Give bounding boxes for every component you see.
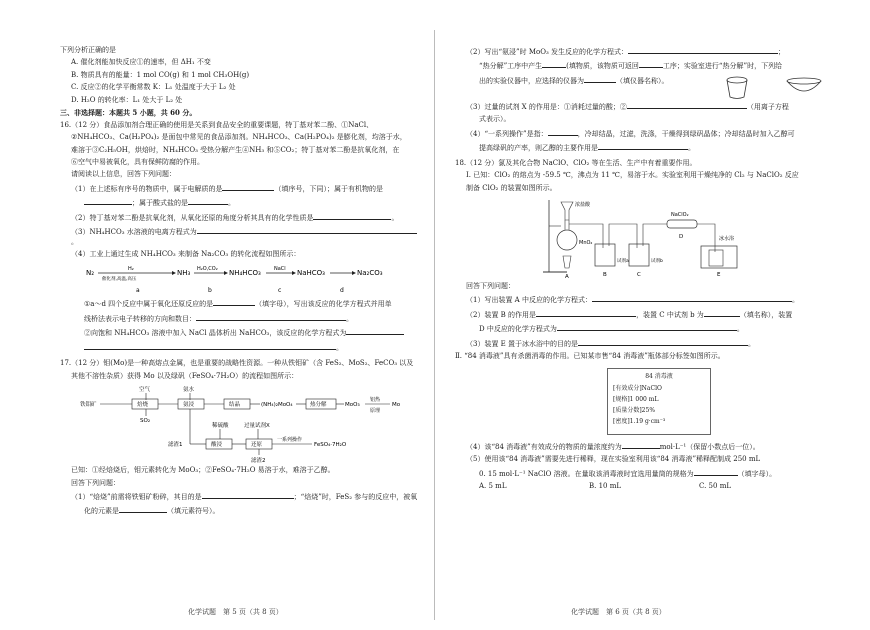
q17-sub2-b: ；: [778, 48, 785, 56]
q16-sub1: [60, 183, 419, 194]
flow-crystal: 结晶: [229, 402, 241, 409]
flow-cond-a-top: H₂: [128, 266, 134, 273]
choice-c: C. 50 mL: [699, 482, 731, 491]
answer-blank[interactable]: [536, 309, 636, 317]
q18-stem: 18.（12 分）氯及其化合物 NaClO、ClO₂ 等在生活、生产中有着重要作用。: [455, 158, 697, 167]
option-c: C. 反应②的化学平衡常数 K：L₁ 处温度于大于 L₂ 处: [71, 83, 236, 92]
flow-roast: 焙烧: [137, 402, 149, 409]
q16-sub2-text: （2）特丁基对苯二酚是抗氧化剂，从氧化还原的角度分析其具有的化学性质是: [71, 213, 314, 222]
label-mno2: MnO₂: [579, 239, 593, 246]
q17-known: 已知：①经焙烧后，钼元素转化为 MoO₃；②FeSO₄·7H₂O 易溶于水，难溶于乙醇。: [71, 466, 335, 475]
q17-sub3-line2: 式表示）。: [479, 115, 511, 124]
q18-choices: [455, 482, 834, 491]
q17-sub1-line2: [60, 505, 419, 516]
flow-ore: 铁钼矿: [80, 402, 97, 409]
evaporating-dish-icon: [784, 75, 824, 97]
flow-cond-b-top: H₂O,CO₂: [197, 266, 218, 273]
answer-blank[interactable]: [704, 309, 740, 317]
q18-sub5-line2: [455, 468, 834, 479]
q16-flow-diagram: [84, 262, 424, 296]
q17-sub1-d: （填元素符号）。: [167, 507, 220, 516]
choice-b: B. 10 mL: [589, 482, 622, 491]
q17-sub3: [455, 101, 834, 112]
q16-sub1-d: 。: [228, 199, 235, 208]
answer-blank[interactable]: [628, 46, 778, 54]
q17-sub4: [455, 128, 834, 139]
label-conc-hcl: 浓盐酸: [575, 201, 591, 208]
q17-sub1-a: （1）“焙烧”前需将铁钼矿粉碎，其目的是: [71, 492, 202, 501]
option-a: A. 催化剂能加快反应①的速率，但 ΔH₁ 不变: [71, 58, 211, 67]
q17-sub2c-b: （填仪器名称）。: [616, 76, 669, 85]
answer-blank[interactable]: [188, 197, 228, 205]
flow-label-a: a: [136, 287, 140, 295]
flow-label-b: b: [208, 287, 212, 295]
q18-part1-1: Ⅰ. 已知：ClO₂ 的熔点为 -59.5 ℃，沸点为 11 ℃，易溶于水。实验室利用干燥纯净的 Cl₂ 与 NaClO₂ 反应: [466, 171, 799, 180]
q16-sub4-1: [60, 298, 419, 309]
q18-sub2b-text: D 中反应的化学方程式为: [479, 325, 557, 334]
flow-thermal: 热分解: [310, 402, 327, 409]
q17-sub2-line3: [455, 75, 722, 86]
flow-principle: 原理: [370, 408, 381, 415]
flow-cond-a-bottom: 催化剂,高温,高压: [102, 277, 137, 283]
q16-sub1-c: ；属于酸式盐的是: [132, 199, 188, 208]
flow-node-na2co3: Na₂CO₃: [357, 269, 383, 278]
q18-sub1-text: （1）写出装置 A 中反应的化学方程式：: [466, 296, 592, 305]
crucible-icon: [722, 75, 752, 101]
answer-blank[interactable]: [84, 342, 336, 350]
bleach-label-row: [质量分数]25%: [613, 406, 656, 414]
q17-sub4-b: ，冷却结晶，过滤，洗涤，干燥得到绿矾晶体；冷却结晶时加入乙醇可: [577, 129, 795, 138]
q17-sub1: [60, 491, 419, 502]
answer-blank[interactable]: [222, 183, 274, 191]
q18-sub5b-a: 0. 15 mol·L⁻¹ NaClO 溶液。在量取该消毒液时宜选用量筒的规格为: [479, 469, 694, 478]
page-6: [435, 0, 870, 630]
bleach-label-row: [有效成分]NaClO: [613, 384, 662, 392]
page-6-content: [455, 46, 834, 495]
label-reagent-b: 试剂b: [651, 258, 663, 264]
flow-ammonia-leach: 氨浸: [183, 402, 195, 409]
label-a: A: [565, 273, 569, 278]
answer-blank[interactable]: [627, 101, 747, 109]
q17-sub2c-a: 出的实验仪器中，应选择的仪器为: [479, 76, 584, 85]
bleach-label: [607, 368, 711, 435]
q18-sub3-text: （3）装置 E 置于冰水浴中的目的是: [466, 339, 579, 348]
q16-sub1-line2: [60, 197, 419, 208]
label-ice-bath: 冰水浴: [719, 235, 735, 242]
flow-node-nh3: NH₃: [177, 269, 191, 278]
q18-apparatus-diagram: [543, 196, 743, 278]
bleach-label-row: [规格]1 000 mL: [613, 395, 659, 403]
bleach-label-row: [密度]1.19 g·cm⁻³: [613, 417, 666, 425]
flow-ammonia: 氨水: [183, 387, 195, 394]
q18-sub2-line2: D 中反应的化学方程式为 。: [479, 325, 744, 334]
flow-node-n2: N₂: [86, 269, 95, 278]
answer-blank[interactable]: [622, 441, 660, 449]
q18-sub1: （1）写出装置 A 中反应的化学方程式： 。: [466, 296, 799, 305]
q16-sub2: （2）特丁基对苯二酚是抗氧化剂，从氧化还原的角度分析其具有的化学性质是 。: [71, 213, 399, 222]
flow-so2: SO₂: [140, 418, 151, 425]
q17-stem-2: 其他不溶性杂质）获得 Mo 以及绿矾（FeSO₄·7H₂O）的流程如图所示：: [71, 371, 299, 380]
label-b: B: [603, 271, 607, 278]
flow-label-d: d: [340, 287, 344, 295]
q17-sub2-a: （2）写出“氨浸”时 MoO₃ 发生反应的化学方程式：: [466, 48, 628, 56]
answer-blank[interactable]: [119, 505, 167, 513]
section-heading: 三、非选择题：本题共 5 小题，共 60 分。: [60, 108, 197, 118]
q18-sub2-a: （2）装置 B 的作用是: [466, 310, 537, 319]
answer-blank[interactable]: [584, 75, 616, 83]
q17-sub2b-b: (填物质，该物质可返回: [566, 62, 639, 71]
q17-prompt: 回答下列问题：: [71, 478, 120, 487]
flow-dilute-acid: 稀硫酸: [212, 423, 229, 430]
q16-stem-1: 16.（12 分）食品添加剂合理正确的使用是关系到食品安全的重要课题，特丁基对苯二酚、①NaCl、: [60, 120, 374, 129]
answer-blank[interactable]: [548, 128, 578, 136]
answer-blank[interactable]: [578, 338, 748, 346]
q18-part1-2: 制备 ClO₂ 的装置如图所示。: [466, 183, 557, 192]
flow-air: 空气: [139, 387, 151, 394]
flow-al-reduce: 铝热: [370, 397, 381, 404]
q16-sub4: （4）工业上通过生成 NH₄HCO₃ 来制备 Na₂CO₃ 的转化流程如图所示：: [71, 250, 301, 258]
answer-blank[interactable]: [694, 468, 738, 476]
q16-sub3: （3）NH₄HCO₃ 水溶液的电离方程式为。: [60, 226, 419, 247]
q16-sub4-1-a: ①a～d 四个反应中属于氧化还原反应的是: [84, 300, 214, 309]
q18-sub4: [455, 441, 834, 452]
page-5-footer: 化学试题 第 5 页（共 8 页）: [188, 608, 283, 616]
option-b: B. 物质具有的能量：1 mol CO(g) 和 1 mol CH₃OH(g): [71, 70, 250, 79]
q17-stem-1: 17.（12 分）钼(Mo)是一种高熔点金属，也是重要的战略性资源。一种从铁钼矿（含 FeS₂、MoS₂、FeCO₃ 以及: [60, 359, 414, 368]
flow-label-c: c: [278, 287, 282, 295]
q17-sub1-c: 化的元素是: [84, 507, 119, 516]
flow-moo3: MoO₃: [345, 402, 360, 409]
q16-sub3-text: （3）NH₄HCO₃ 水溶液的电离方程式为: [71, 228, 197, 237]
answer-blank[interactable]: [598, 142, 688, 150]
label-c: C: [637, 271, 641, 278]
q18-sub4-b: mol·L⁻¹（保留小数点后一位）。: [659, 443, 760, 452]
q17-sub2b-a: “热分解”工序中产生: [479, 62, 543, 71]
q18-sub2-b: ，装置 C 中试剂 b 为: [636, 310, 704, 319]
answer-blank[interactable]: [346, 327, 404, 335]
question-intro: 下列分析正确的是: [60, 46, 116, 54]
q17-sub2: [455, 46, 834, 57]
flow-node-nahco3: NaHCO₃: [297, 269, 325, 278]
q16-sub1-a: （1）在上述标有序号的物质中，属于电解质的是: [71, 184, 223, 193]
option-d: D. H₂O 的转化率：L₁ 处大于 L₂ 处: [71, 95, 183, 104]
flow-mo: Mo: [392, 402, 401, 409]
q18-sub2-c: （填名称），装置: [739, 310, 793, 319]
q16-sub4-2: [60, 327, 419, 338]
q18-sub5: （5）使用该“84 消毒液”需要先进行稀释，现在实验室利用该“84 消毒液”稀释配制成 250 mL: [466, 455, 761, 464]
q18-prompt: 回答下列问题：: [466, 281, 515, 290]
label-d: D: [679, 233, 684, 240]
q16-stem-3: 难溶于③C₂H₅OH，烘焙时，NH₄HCO₃ 受热分解产生④NH₃ 和⑤CO₂；特丁基对苯二酚是抗氧化剂，在: [71, 145, 400, 154]
page-5-content: [60, 46, 419, 520]
page-6-footer: 化学试题 第 6 页（共 8 页）: [571, 608, 666, 616]
answer-blank[interactable]: [592, 294, 792, 302]
q16-prompt: 请阅读以上信息，回答下列问题：: [71, 170, 176, 179]
flow-reduce: 还原: [251, 442, 263, 449]
label-e: E: [717, 271, 721, 278]
q16-sub4-2-line2: 。: [60, 342, 419, 353]
q17-sub2b-c: 工序；实验室进行“热分解”时，下列给: [662, 62, 783, 71]
q16-stem-2: ②NH₄HCO₃、Ca(H₂PO₄)₂ 是面包中常见的食品添加剂。NH₄HCO₃、Ca(H₂PO₄)₂ 是膨化剂，均溶于水，: [71, 133, 407, 142]
bleach-label-title: 84 消毒液: [645, 372, 673, 380]
answer-blank[interactable]: [196, 313, 346, 321]
flow-green-vitriol: FeSO₄·7H₂O: [314, 442, 347, 449]
answer-blank[interactable]: [197, 226, 417, 234]
answer-blank[interactable]: [639, 60, 663, 68]
flow-node-nh4hco3: NH₄HCO₃: [229, 269, 261, 278]
q16-stem-4: ⑥空气中易被氧化，具有保鲜防腐的作用。: [71, 157, 204, 166]
label-reagent-a: 试剂a: [617, 258, 629, 264]
q17-flow-diagram: [80, 384, 410, 464]
flow-residue2: 滤渣2: [251, 458, 266, 465]
label-naclo2: NaClO₂: [671, 211, 689, 218]
flow-ammonium-molybdate: (NH₄)₂MoO₄: [261, 402, 293, 409]
q16-sub4-1-b: （填字母），写出该反应的化学方程式并用单: [255, 300, 392, 309]
q18-sub2: [455, 309, 834, 320]
q17-sub4b-text: 提高绿矾的产率，则乙醇的主要作用是: [479, 144, 598, 153]
q17-sub4-a: （4）“一系列操作”是指：: [466, 129, 548, 138]
flow-acid-leach: 酸浸: [211, 442, 223, 449]
q18-sub3: （3）装置 E 置于冰水浴中的目的是 。: [466, 339, 756, 348]
answer-blank[interactable]: [202, 491, 294, 499]
q17-sub3-b: （用离子方程: [746, 102, 789, 111]
q18-part2: Ⅱ. “84 消毒液”具有杀菌消毒的作用。已知某市售“84 消毒液”瓶体部分标签如图所示。: [455, 352, 725, 361]
q17-sub4-line2: 提高绿矾的产率，则乙醇的主要作用是 。: [479, 144, 695, 153]
answer-blank[interactable]: [84, 197, 132, 205]
answer-blank[interactable]: [313, 212, 391, 220]
q16-sub4-2-text: ②向饱和 NH₄HCO₃ 溶液中加入 NaCl 晶体析出 NaHCO₃，该反应的化学方程式为: [84, 329, 347, 338]
q16-sub4-1-line2: 线桥法表示电子转移的方向和数目： 。: [84, 314, 353, 323]
q17-sub1-b: ；“焙烧”时，FeS₂ 参与的反应中，被氧: [293, 492, 418, 501]
answer-blank[interactable]: [542, 60, 566, 68]
choice-a: A. 5 mL: [479, 482, 507, 491]
q16-sub4-1-c: 线桥法表示电子转移的方向和数目：: [84, 314, 196, 323]
flow-residue1: 滤渣1: [168, 442, 183, 449]
q17-sub2-instruments-row: [455, 75, 834, 101]
answer-blank[interactable]: [557, 323, 737, 331]
flow-excess-x: 过量试剂X: [244, 423, 270, 430]
q17-sub3-a: （3）过量的试剂 X 的作用是：①消耗过量的酸；②: [466, 102, 627, 111]
q18-sub4-a: （4）该“84 消毒液”有效成分的物质的量浓度约为: [466, 443, 622, 452]
q17-sub2-line2: [455, 60, 834, 71]
q18-sub5b-b: （填字母）。: [737, 469, 777, 478]
q16-sub1-b: （填序号，下同）；属于有机物的是: [274, 184, 383, 193]
flow-cond-c-top: NaCl: [274, 266, 286, 273]
answer-blank[interactable]: [213, 298, 255, 306]
flow-series-ops: 一系列操作: [277, 437, 303, 444]
